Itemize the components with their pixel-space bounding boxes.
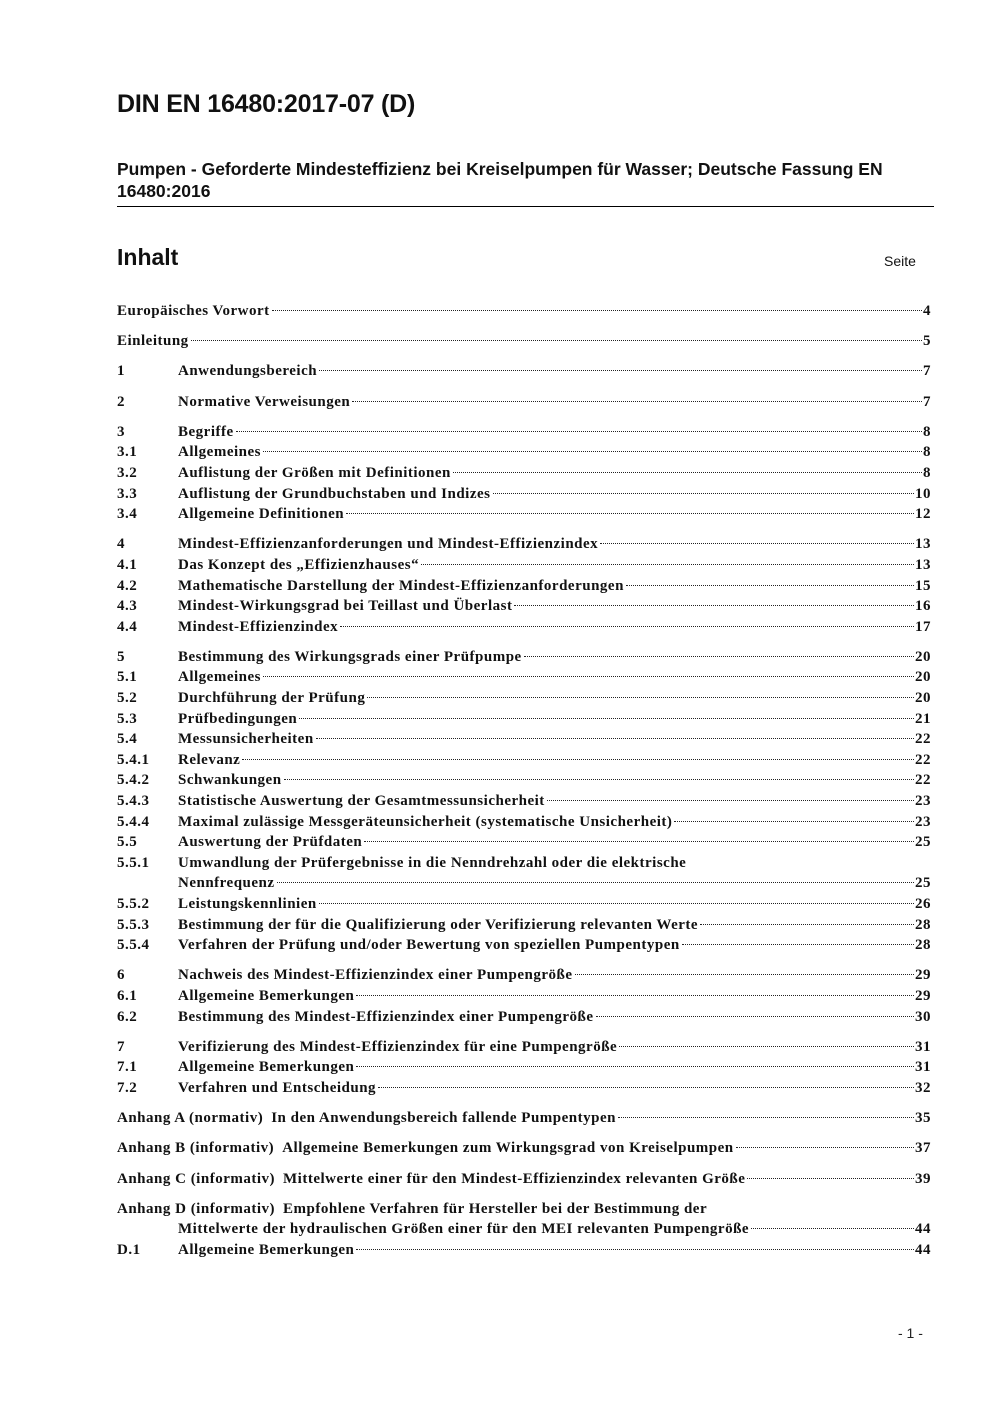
annex-label: Anhang C (informativ) (117, 1170, 276, 1187)
toc-entry-number: 4.2 (117, 577, 138, 594)
toc-entry[interactable] (117, 812, 931, 833)
toc-entry-page: 44 (915, 1241, 931, 1258)
toc-entry-page: 15 (915, 577, 931, 594)
toc-entry-page: 13 (915, 556, 931, 573)
toc-entry[interactable] (117, 596, 931, 617)
toc-entry-number: 2 (117, 393, 125, 410)
toc-entry-number: 5.4.1 (117, 751, 150, 768)
toc-entry[interactable] (117, 301, 931, 322)
toc-entry-page: 29 (915, 987, 931, 1004)
toc-entry-page: 20 (915, 669, 931, 686)
toc-entry-number: 3.4 (117, 506, 138, 523)
toc-entry-page: 8 (923, 464, 931, 481)
toc-entry-number: 6.2 (117, 1008, 138, 1025)
toc-entry-number: 7.1 (117, 1059, 138, 1076)
toc-entry[interactable] (117, 1240, 931, 1261)
dot-leader (674, 821, 914, 822)
toc-entry-title: Statistische Auswertung der Gesamtmessunsicherheit (178, 793, 545, 810)
dot-leader (575, 974, 914, 975)
toc-entry-title-continued: Nennfrequenz (178, 875, 275, 892)
toc-entry-page: 31 (915, 1059, 931, 1076)
dot-leader (682, 944, 914, 945)
toc-entry[interactable] (117, 422, 931, 443)
toc-entry-number: 6 (117, 967, 125, 984)
toc-entry[interactable] (117, 894, 931, 915)
dot-leader (356, 1066, 914, 1067)
toc-entry[interactable] (117, 576, 931, 597)
dot-leader (236, 431, 922, 432)
annex-label: Anhang B (informativ) (117, 1140, 275, 1157)
toc-entry-title: Das Konzept des „Effizienzhauses“ (178, 556, 420, 573)
toc-entry-title: Europäisches Vorwort (117, 303, 270, 319)
toc-entry-page: 20 (915, 690, 931, 707)
toc-entry-page: 21 (915, 710, 931, 727)
dot-leader (547, 800, 914, 801)
dot-leader (356, 1249, 914, 1250)
toc-entry[interactable] (117, 770, 931, 791)
toc-entry-annex[interactable] (117, 1169, 931, 1190)
toc-entry-page: 37 (915, 1140, 931, 1157)
toc-entry[interactable] (117, 1037, 931, 1058)
toc-entry-number: 3 (117, 423, 125, 440)
toc-entry-page: 7 (923, 393, 931, 410)
toc-entry-title: Auflistung der Grundbuchstaben und Indizes (178, 485, 491, 502)
document-title: DIN EN 16480:2017-07 (D) (117, 90, 416, 118)
toc-entry-page: 25 (915, 834, 931, 851)
toc-entry-title: Allgemeine Bemerkungen (178, 1241, 355, 1258)
toc-entry-number: 5.5.2 (117, 896, 150, 912)
toc-entry-title: Normative Verweisungen (178, 393, 351, 410)
toc-entry-title: Schwankungen (178, 772, 282, 789)
document-subtitle: Pumpen - Geforderte Mindesteffizienz bei Kreiselpumpen für Wasser; Deutsche Fassung EN 16480:2016 (117, 159, 883, 201)
toc-entry-number: 7.2 (117, 1079, 138, 1096)
dot-leader (316, 738, 914, 739)
toc-entry-number: 5.5.1 (117, 854, 150, 871)
toc-entry-page: 22 (915, 731, 931, 748)
toc-entry-title: In den Anwendungsbereich fallende Pumpentypen (271, 1110, 616, 1127)
toc-entry-title: Verifizierung des Mindest-Effizienzindex für eine Pumpengröße (178, 1038, 618, 1055)
dot-leader (751, 1228, 914, 1229)
toc-entry-title: Allgemeine Bemerkungen (178, 987, 355, 1004)
dot-leader (263, 451, 922, 452)
dot-leader (319, 903, 914, 904)
dot-leader (191, 340, 922, 341)
toc-entry-page: 32 (915, 1079, 931, 1096)
dot-leader (352, 401, 922, 402)
toc-entry-page: 44 (915, 1221, 931, 1238)
toc-heading: Inhalt (117, 244, 179, 270)
dot-leader (319, 370, 922, 371)
toc-entry-title: Mittelwerte einer für den Mindest-Effizienzindex relevanten Größe (283, 1170, 746, 1187)
toc-entry-title: Verfahren der Prüfung und/oder Bewertung von speziellen Pumpentypen (178, 937, 680, 954)
toc-entry-page: 7 (923, 363, 931, 380)
toc-entry-number: D.1 (117, 1241, 141, 1258)
toc-entry-title: Allgemeine Bemerkungen (178, 1059, 355, 1076)
dot-leader (421, 564, 914, 565)
toc-entry-page: 8 (923, 423, 931, 440)
toc-entry-page: 23 (915, 793, 931, 810)
toc-entry[interactable] (117, 791, 931, 812)
toc-entry-title: Anwendungsbereich (178, 363, 318, 380)
toc-entry[interactable] (117, 965, 931, 986)
toc-entry-number: 1 (117, 363, 125, 380)
annex-label: Anhang D (informativ) (117, 1200, 276, 1217)
dot-leader (346, 513, 914, 514)
toc-entry[interactable] (117, 1007, 931, 1028)
toc-entry-page: 23 (915, 813, 931, 830)
dot-leader (364, 841, 914, 842)
toc-entry-page: 17 (915, 618, 931, 635)
toc-entry-number: 5.1 (117, 669, 138, 686)
toc-entry-title: Allgemeines (178, 669, 261, 686)
toc-entry-number: 4.1 (117, 556, 138, 573)
toc-entry-page: 8 (923, 444, 931, 461)
toc-entry-title: Umwandlung der Prüfergebnisse in die Nenndrehzahl oder die elektrische (178, 854, 687, 871)
toc-entry[interactable] (117, 935, 931, 956)
toc-entry-number: 7 (117, 1038, 125, 1055)
toc-entry-title: Bestimmung des Wirkungsgrads einer Prüfpumpe (178, 648, 522, 665)
dot-leader (626, 585, 914, 586)
table-of-contents (117, 301, 931, 1260)
toc-entry-page: 39 (915, 1170, 931, 1187)
toc-entry-number: 4.4 (117, 618, 138, 635)
dot-leader (242, 759, 914, 760)
toc-entry[interactable] (117, 667, 931, 688)
toc-entry-page: 28 (915, 937, 931, 954)
toc-entry-page: 12 (915, 506, 931, 523)
dot-leader (263, 676, 914, 677)
dot-leader (277, 882, 914, 883)
toc-entry-number: 5.4.4 (117, 813, 150, 830)
toc-entry[interactable] (117, 709, 931, 730)
toc-entry-title: Auswertung der Prüfdaten (178, 834, 363, 851)
toc-entry-title: Mindest-Effizienzanforderungen und Mindest-Effizienzindex (178, 536, 599, 553)
toc-entry-number: 6.1 (117, 987, 138, 1004)
toc-entry[interactable] (117, 688, 931, 709)
dot-leader (747, 1178, 914, 1179)
toc-entry-page: 30 (915, 1008, 931, 1025)
toc-entry-title: Durchführung der Prüfung (178, 690, 366, 707)
dot-leader (340, 626, 914, 627)
toc-entry[interactable] (117, 1057, 931, 1078)
toc-entry-page: 26 (915, 896, 931, 912)
toc-entry[interactable] (117, 361, 931, 382)
dot-leader (356, 995, 914, 996)
toc-entry-title: Allgemeine Bemerkungen zum Wirkungsgrad von Kreiselpumpen (282, 1140, 734, 1157)
toc-entry-page: 28 (915, 916, 931, 933)
title-divider (117, 206, 934, 207)
toc-entry-title: Prüfbedingungen (178, 710, 298, 727)
toc-entry[interactable] (117, 331, 931, 352)
toc-entry-title: Leistungskennlinien (178, 896, 317, 912)
toc-entry[interactable] (117, 915, 931, 936)
toc-entry[interactable] (117, 555, 931, 576)
toc-entry-title: Bestimmung der für die Qualifizierung oder Verifizierung relevanten Werte (178, 916, 699, 933)
dot-leader (367, 697, 914, 698)
toc-entry-page: 4 (923, 303, 931, 319)
toc-entry[interactable] (117, 647, 931, 668)
toc-entry-number: 5.5.4 (117, 937, 150, 954)
dot-leader (618, 1117, 914, 1118)
toc-entry-number: 4 (117, 536, 125, 553)
toc-entry-title: Mathematische Darstellung der Mindest-Effizienzanforderungen (178, 577, 624, 594)
toc-entry-page: 20 (915, 648, 931, 665)
dot-leader (736, 1147, 914, 1148)
toc-entry-number: 5.4.3 (117, 793, 150, 810)
dot-leader (596, 1016, 914, 1017)
toc-entry-page: 25 (915, 875, 931, 892)
toc-entry[interactable] (117, 617, 931, 638)
toc-entry-page: 10 (915, 485, 931, 502)
toc-entry-page: 22 (915, 772, 931, 789)
dot-leader (378, 1087, 914, 1088)
toc-entry[interactable] (117, 853, 931, 894)
dot-leader (299, 718, 914, 719)
page-number: - 1 - (898, 1325, 923, 1341)
toc-entry[interactable] (117, 1078, 931, 1099)
toc-entry-title: Verfahren und Entscheidung (178, 1079, 377, 1096)
dot-leader (514, 605, 914, 606)
toc-entry-number: 5.4 (117, 731, 138, 748)
page-column-label: Seite (884, 253, 916, 269)
toc-entry-number: 3.3 (117, 485, 138, 502)
toc-entry[interactable] (117, 504, 931, 525)
toc-entry-annex[interactable] (117, 1138, 931, 1159)
annex-label: Anhang A (normativ) (117, 1110, 264, 1127)
toc-entry[interactable] (117, 442, 931, 463)
dot-leader (619, 1046, 914, 1047)
dot-leader (524, 656, 914, 657)
toc-entry-page: 16 (915, 598, 931, 615)
toc-entry-title: Mindest-Effizienzindex (178, 618, 339, 635)
toc-entry-number: 5.4.2 (117, 772, 150, 789)
dot-leader (700, 924, 914, 925)
toc-entry-page: 31 (915, 1038, 931, 1055)
toc-entry-number: 5.3 (117, 710, 138, 727)
toc-entry-page: 13 (915, 536, 931, 553)
toc-entry-number: 3.1 (117, 444, 138, 461)
toc-entry-number: 4.3 (117, 598, 138, 615)
toc-entry-title: Bestimmung des Mindest-Effizienzindex einer Pumpengröße (178, 1008, 594, 1025)
toc-entry-number: 5.2 (117, 690, 138, 707)
toc-entry-title: Nachweis des Mindest-Effizienzindex einer Pumpengröße (178, 967, 573, 984)
dot-leader (493, 493, 915, 494)
toc-entry[interactable] (117, 484, 931, 505)
toc-entry[interactable] (117, 392, 931, 413)
toc-entry-title: Relevanz (178, 751, 241, 768)
toc-entry-title: Allgemeines (178, 444, 261, 461)
toc-entry-number: 3.2 (117, 464, 138, 481)
toc-entry-page: 5 (923, 333, 931, 350)
toc-entry-annex[interactable] (117, 1108, 931, 1129)
toc-entry[interactable] (117, 986, 931, 1007)
toc-entry-number: 5 (117, 648, 125, 665)
toc-entry-title: Mindest-Wirkungsgrad bei Teillast und Überlast (178, 598, 513, 615)
toc-entry-title: Messunsicherheiten (178, 731, 314, 748)
dot-leader (272, 310, 922, 311)
dot-leader (453, 472, 922, 473)
toc-entry[interactable] (117, 832, 931, 853)
toc-entry[interactable] (117, 534, 931, 555)
toc-entry-title: Auflistung der Größen mit Definitionen (178, 464, 451, 481)
toc-entry-title: Empfohlene Verfahren für Hersteller bei der Bestimmung der (283, 1200, 708, 1217)
toc-entry-title: Allgemeine Definitionen (178, 506, 345, 523)
toc-entry-page: 22 (915, 751, 931, 768)
toc-entry-annex[interactable] (117, 1199, 931, 1240)
toc-entry-page: 29 (915, 967, 931, 984)
toc-entry[interactable] (117, 750, 931, 771)
toc-entry-title-continued: Mittelwerte der hydraulischen Größen einer für den MEI relevanten Pumpengröße (178, 1221, 750, 1238)
dot-leader (600, 543, 914, 544)
toc-entry[interactable] (117, 729, 931, 750)
toc-entry-title: Maximal zulässige Messgeräteunsicherheit (systematische Unsicherheit) (178, 813, 673, 830)
toc-entry[interactable] (117, 463, 931, 484)
toc-entry-number: 5.5.3 (117, 916, 150, 933)
toc-entry-number: 5.5 (117, 834, 138, 851)
dot-leader (284, 779, 914, 780)
toc-entry-title: Begriffe (178, 423, 234, 440)
toc-entry-page: 35 (915, 1110, 931, 1127)
toc-entry-title: Einleitung (117, 333, 189, 350)
